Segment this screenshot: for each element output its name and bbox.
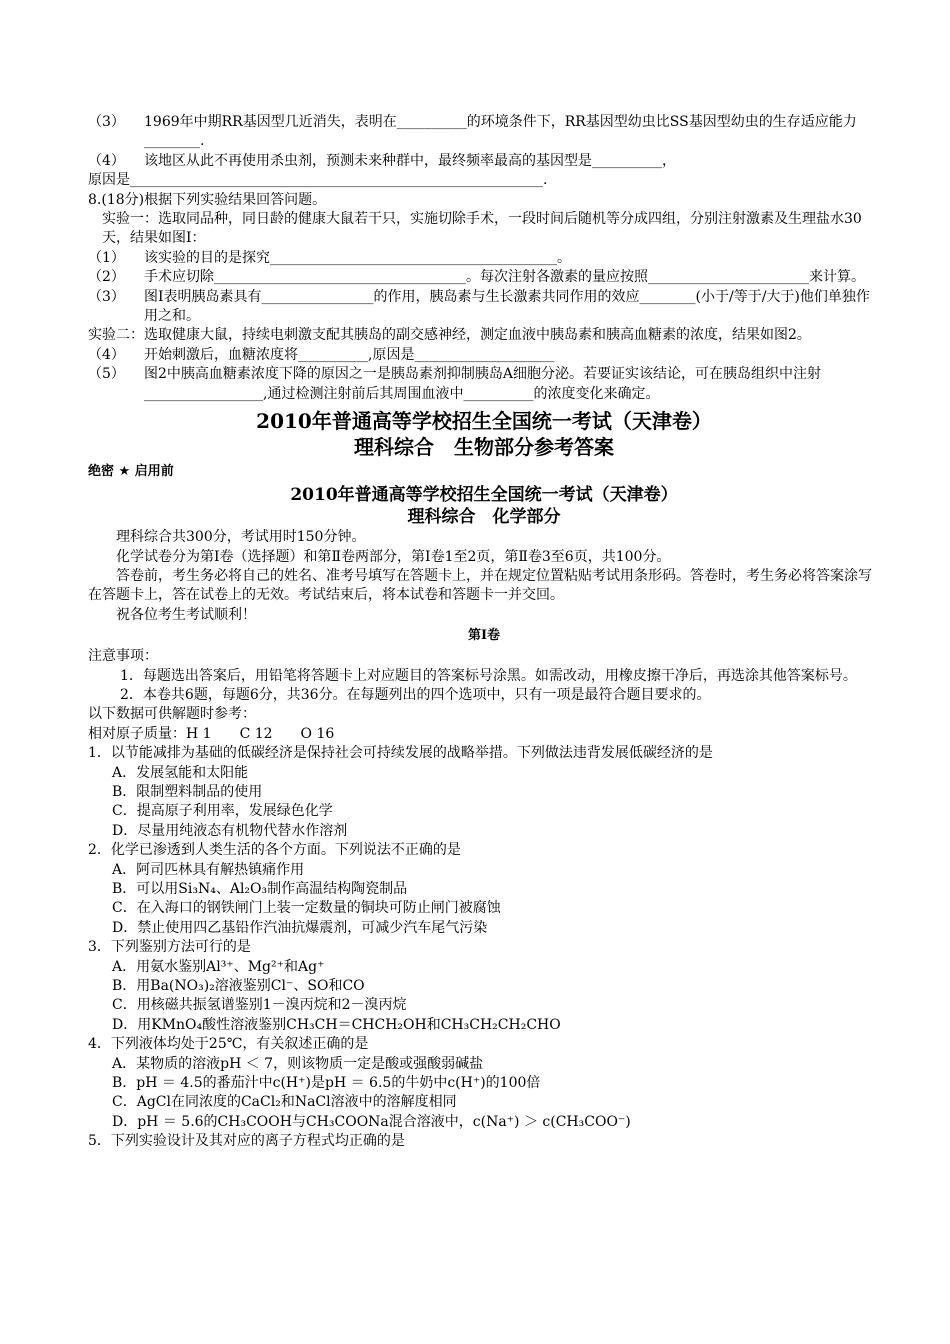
- answer-option: A．用氨水鉴别Al³⁺、Mg²⁺和Ag⁺: [112, 958, 325, 975]
- answer-option: B．限制塑料制品的使用: [112, 783, 263, 800]
- intro-paragraph: 理科综合共300分，考试用时150分钟。: [116, 529, 366, 546]
- question-stem: 2．化学已渗透到人类生活的各个方面。下列说法不正确的是: [88, 842, 461, 859]
- answer-option: D．禁止使用四乙基铅作汽油抗爆震剂，可减少汽车尾气污染: [112, 919, 488, 936]
- exp-question-4: [88, 346, 880, 365]
- answer-option: B．可以用Si₃N₄、Al₂O₃制作高温结构陶瓷制品: [112, 881, 408, 897]
- item-number: （1）: [88, 249, 125, 266]
- data-reference: 以下数据可供解题时参考：: [88, 706, 256, 723]
- answer-option: B．用Ba(NO₃)₂溶液鉴别Cl⁻、SO和CO: [112, 978, 365, 995]
- confidential-label: 绝密 ★ 启用前: [88, 464, 174, 480]
- item-text: 该地区从此不再使用杀虫剂，预测未来种群中，最终频率最高的基因型是__________，: [144, 152, 676, 169]
- answer-option: A．阿司匹林具有解热镇痛作用: [112, 861, 305, 878]
- note-item: 2．本卷共6题，每题6分，共36分。在每题列出的四个选项中，只有一项是最符合题目要求的。: [120, 686, 711, 703]
- answer-option: B．pH ＝ 4.5的番茄汁中c(H⁺)是pH ＝ 6.5的牛奶中c(H⁺)的100倍: [112, 1075, 541, 1092]
- answer-option: D．用KMnO₄酸性溶液鉴别CH₃CH＝CHCH₂OH和CH₃CH₂CH₂CHO: [112, 1016, 561, 1033]
- intro-paragraph: 化学试卷分为第Ⅰ卷（选择题）和第Ⅱ卷两部分，第Ⅰ卷1至2页，第Ⅱ卷3至6页，共100分。: [116, 548, 671, 565]
- item-number: （4）: [88, 152, 125, 169]
- answer-option: C．用核磁共振氢谱鉴别1－溴丙烷和2－溴丙烷: [112, 997, 407, 1014]
- answer-option: C．提高原子利用率，发展绿色化学: [112, 803, 333, 820]
- answer-option: C．在入海口的钢铁闸门上装一定数量的铜块可防止闸门被腐蚀: [112, 900, 501, 917]
- answer-title-line1: 2010年普通高等学校招生全国统一考试（天津卷）: [256, 409, 712, 434]
- item-number: （5）: [88, 366, 125, 383]
- item-number: （2）: [88, 269, 125, 286]
- item-text: 图Ⅰ表明胰岛素具有________________的作用，胰岛素与生长激素共同作用的效应________(小于/等于/大于)他们单独作用之和。: [144, 288, 870, 325]
- intro-paragraph: 答卷前，考生务必将自己的姓名、准考号填写在答题卡上，并在规定位置粘贴考试用条形码。答卷时，考生务必将答案涂写在答题卡上，答在试卷上的无效。考试结束后，将本试卷和答题卡一并交回。: [88, 567, 872, 604]
- intro-paragraph: 祝各位考生考试顺利！: [116, 606, 256, 623]
- experiment-two: 实验二：选取健康大鼠，持续电刺激支配其胰岛的副交感神经，测定血液中胰岛素和胰高血糖素的浓度，结果如图2。: [88, 327, 811, 344]
- item-number: （3）: [88, 114, 125, 130]
- question-stem: 3．下列鉴别方法可行的是: [88, 939, 251, 956]
- question-stem: 5．下列实验设计及其对应的离子方程式均正确的是: [88, 1133, 405, 1150]
- bio-question-3: [88, 113, 880, 152]
- item-number: （4）: [88, 346, 125, 363]
- experiment-one: 实验一：选取同品种，同日龄的健康大鼠若干只，实施切除手术，一段时间后随机等分成四组，分别注射激素及生理盐水30天，结果如图Ⅰ：: [102, 211, 862, 247]
- exp-question-2: [88, 268, 880, 287]
- item-text: 手术应切除____________________________________。每次注射各激素的量应按照_______________________来计算。: [144, 269, 865, 286]
- chem-title-line2: 理科综合 化学部分: [407, 507, 561, 528]
- item-text: 图2中胰高血糖素浓度下降的原因之一是胰岛素剂抑制胰岛A细胞分泌。若要证实该结论，可在胰岛组织中注射_________________,通过检测注射前后其周围血液中__________的浓度变化来确定。: [144, 366, 822, 402]
- document-page: [88, 113, 880, 1152]
- answer-option: D．pH ＝ 5.6的CH₃COOH与CH₃COONa混合溶液中，c(Na⁺) ＞ c(CH₃COO⁻): [112, 1113, 631, 1130]
- question-stem: 4．下列液体均处于25℃，有关叙述正确的是: [88, 1036, 369, 1053]
- answer-title-line2: 理科综合 生物部分参考答案: [354, 435, 614, 460]
- answer-option: A．发展氢能和太阳能: [112, 764, 249, 781]
- item-text: 开始刺激后，血糖浓度将__________,原因是____________________: [144, 346, 555, 363]
- answer-option: D．尽量用纯液态有机物代替水作溶剂: [112, 822, 348, 839]
- item-number: （3）: [88, 288, 125, 305]
- bio-question-8-head: 8.(18分)根据下列实验结果回答问题。: [88, 191, 327, 208]
- note-item: 1．每题选出答案后，用铅笔将答题卡上对应题目的答案标号涂黑。如需改动，用橡皮擦干净后，再选涂其他答案标号。: [120, 667, 857, 684]
- notes-heading: 注意事项：: [88, 648, 158, 665]
- answer-option: A．某物质的溶液pH ＜ 7，则该物质一定是酸或强酸弱碱盐: [112, 1055, 484, 1072]
- bio-question-4: [88, 152, 880, 171]
- exp-question-3: [88, 288, 880, 327]
- bio-question-4-reason: 原因是___________________________________________________________.: [88, 172, 548, 189]
- answer-option: C．AgCl在同浓度的CaCl₂和NaCl溶液中的溶解度相同: [112, 1094, 457, 1111]
- question-stem: 1．以节能减排为基础的低碳经济是保持社会可持续发展的战略举措。下列做法违背发展低碳经济的是: [88, 745, 713, 762]
- part-one-heading: 第Ⅰ卷: [467, 628, 501, 644]
- item-text: 1969年中期RR基因型几近消失，表明在__________的环境条件下，RR基因型幼虫比SS基因型幼虫的生存适应能力________.: [144, 114, 857, 150]
- atomic-masses: 相对原子质量：H 1 C 12 O 16: [88, 725, 335, 742]
- item-text: 该实验的目的是探究_________________________________________。: [144, 249, 571, 266]
- exp-question-5: [88, 365, 880, 404]
- question-list: [88, 744, 880, 1152]
- exp-question-1: [88, 249, 880, 268]
- chem-title-line1: 2010年普通高等学校招生全国统一考试（天津卷）: [290, 485, 678, 506]
